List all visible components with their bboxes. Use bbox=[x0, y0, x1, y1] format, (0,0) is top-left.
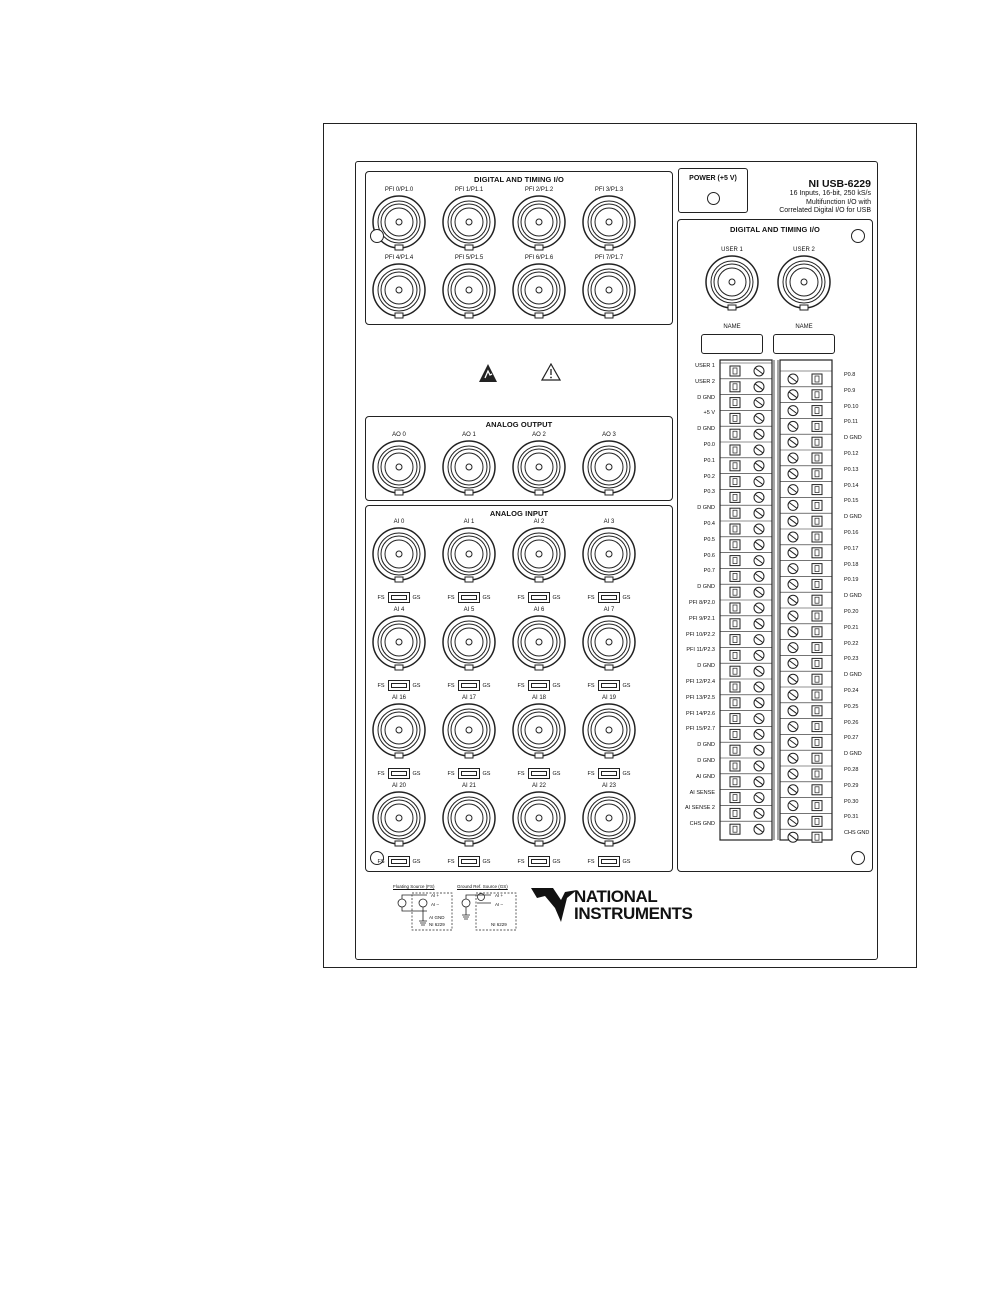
fs-label: FS bbox=[447, 594, 455, 601]
terminal-label-left: PFI 14/P2.6 bbox=[685, 710, 715, 717]
mounting-hole bbox=[370, 229, 384, 243]
terminal-label-right: P0.29 bbox=[844, 782, 859, 789]
gs-label: GS bbox=[622, 682, 631, 689]
terminal-label-left: PFI 12/P2.4 bbox=[685, 679, 715, 685]
bnc-connector-icon bbox=[574, 703, 644, 762]
ao-0-connector[interactable] bbox=[364, 431, 434, 499]
fs-gs-switch[interactable] bbox=[574, 680, 644, 691]
fs-gs-switch[interactable] bbox=[504, 592, 574, 603]
ai-r2-c0-connector[interactable] bbox=[364, 694, 434, 762]
gs-ai-plus: AI + bbox=[495, 893, 504, 898]
terminal-label-left: PFI 10/P2.2 bbox=[685, 631, 715, 638]
pfi-3-connector[interactable] bbox=[574, 186, 644, 254]
terminal-label-left: P0.7 bbox=[703, 568, 715, 575]
bnc-connector-icon bbox=[504, 791, 574, 850]
terminal-label-right: P0.16 bbox=[844, 530, 859, 536]
logo-line-1: NATIONAL bbox=[574, 887, 658, 906]
analog-output-section bbox=[365, 416, 673, 501]
slide-switch-icon[interactable] bbox=[598, 680, 620, 691]
terminal-label-left: D GND bbox=[697, 505, 715, 512]
terminal-label-left: D GND bbox=[697, 394, 715, 401]
bnc-connector-icon bbox=[504, 527, 574, 586]
ai-r1-c2-connector[interactable] bbox=[504, 606, 574, 674]
fs-ai-minus: AI – bbox=[431, 902, 440, 907]
bnc-connector-icon bbox=[697, 255, 767, 314]
bnc-connector-icon bbox=[574, 615, 644, 674]
slide-switch-icon[interactable] bbox=[528, 856, 550, 867]
terminal-label-right: P0.27 bbox=[844, 735, 859, 742]
terminal-label-right: P0.26 bbox=[844, 719, 859, 726]
gs-label: GS bbox=[622, 594, 631, 601]
terminal-label-left: PFI 8/P2.0 bbox=[689, 600, 715, 606]
pfi-4-connector[interactable] bbox=[364, 254, 434, 322]
fs-label: FS bbox=[377, 594, 385, 601]
fs-gs-switch[interactable] bbox=[434, 592, 504, 603]
terminal-label-right: D GND bbox=[844, 435, 862, 442]
ao-1-label: AO 1 bbox=[462, 432, 476, 438]
ai-r1-c1-label: AI 5 bbox=[463, 607, 475, 613]
bnc-connector-icon bbox=[574, 527, 644, 586]
terminal-label-right: P0.28 bbox=[844, 767, 859, 773]
right-digital-timing-title: DIGITAL AND TIMING I/O bbox=[730, 225, 820, 234]
fs-label: FS bbox=[447, 682, 455, 689]
terminal-label-left: P0.2 bbox=[703, 473, 715, 480]
top-digital-timing-section bbox=[365, 171, 673, 325]
fs-gs-switch[interactable] bbox=[574, 856, 644, 867]
power-led-icon bbox=[707, 192, 720, 205]
fs-gs-switch[interactable] bbox=[504, 856, 574, 867]
terminal-label-right: P0.31 bbox=[844, 814, 859, 821]
ao-0-label: AO 0 bbox=[392, 432, 406, 438]
caution-icon bbox=[541, 363, 561, 381]
slide-switch-icon[interactable] bbox=[598, 768, 620, 779]
ai-r0-c3-connector[interactable] bbox=[574, 518, 644, 586]
gs-label: GS bbox=[552, 682, 561, 689]
fs-gs-switch[interactable] bbox=[504, 680, 574, 691]
gs-label: GS bbox=[482, 770, 491, 777]
terminal-label-left: PFI 11/P2.3 bbox=[686, 647, 715, 654]
user-2-label: USER 2 bbox=[793, 247, 815, 253]
terminal-label-right: P0.22 bbox=[844, 640, 859, 647]
top-digital-timing-title: DIGITAL AND TIMING I/O bbox=[474, 175, 564, 184]
analog-input-title: ANALOG INPUT bbox=[489, 509, 549, 518]
terminal-label-right: D GND bbox=[844, 751, 862, 758]
ai-r3-c2-label: AI 22 bbox=[531, 783, 546, 789]
fs-gs-switch[interactable] bbox=[574, 768, 644, 779]
terminal-label-left: PFI 15/P2.7 bbox=[685, 726, 715, 733]
product-desc-line3: Correlated Digital I/O for USB bbox=[779, 207, 871, 214]
terminal-label-right: P0.10 bbox=[844, 403, 859, 410]
slide-switch-icon[interactable] bbox=[598, 592, 620, 603]
ai-r2-c0-label: AI 16 bbox=[391, 695, 406, 701]
bnc-connector-icon bbox=[434, 791, 504, 850]
fs-gs-switch[interactable] bbox=[574, 592, 644, 603]
terminal-label-right: D GND bbox=[844, 672, 862, 679]
ao-3-connector[interactable] bbox=[574, 431, 644, 499]
national-instruments-eagle-icon bbox=[531, 886, 577, 924]
national-instruments-logo-text bbox=[574, 888, 692, 922]
terminal-label-right: P0.18 bbox=[844, 561, 859, 568]
fs-gs-switch[interactable] bbox=[364, 768, 434, 779]
gs-label: GS bbox=[482, 594, 491, 601]
ai-r2-c1-connector[interactable] bbox=[434, 694, 504, 762]
terminal-label-left: CHS GND bbox=[689, 821, 715, 828]
name-label-box bbox=[701, 334, 763, 354]
terminal-label-left: P0.6 bbox=[703, 552, 715, 559]
pfi-7-label: PFI 7/P1.7 bbox=[594, 255, 624, 261]
terminal-label-left: AI SENSE 2 bbox=[685, 805, 715, 812]
terminal-label-left: P0.0 bbox=[703, 442, 715, 448]
fs-label: FS bbox=[377, 682, 385, 689]
bnc-connector-icon bbox=[574, 195, 644, 254]
user-2-connector[interactable] bbox=[769, 246, 839, 314]
slide-switch-icon[interactable] bbox=[458, 680, 480, 691]
ai-r1-c0-connector[interactable] bbox=[364, 606, 434, 674]
terminal-label-left: D GND bbox=[697, 426, 715, 433]
gs-label: GS bbox=[552, 858, 561, 865]
terminal-label-left: P0.1 bbox=[703, 457, 715, 464]
fs-gs-switch[interactable] bbox=[364, 592, 434, 603]
slide-switch-icon[interactable] bbox=[458, 592, 480, 603]
slide-switch-icon[interactable] bbox=[388, 856, 410, 867]
pfi-2-connector[interactable] bbox=[504, 186, 574, 254]
gs-ni6229: NI 6229 bbox=[491, 922, 507, 927]
slide-switch-icon[interactable] bbox=[458, 768, 480, 779]
analog-input-section bbox=[365, 505, 673, 872]
ai-r1-c3-connector[interactable] bbox=[574, 606, 644, 674]
bnc-connector-icon bbox=[434, 527, 504, 586]
slide-switch-icon[interactable] bbox=[388, 768, 410, 779]
terminal-label-right: P0.8 bbox=[844, 372, 856, 378]
fs-ai-plus: AI + bbox=[431, 893, 440, 898]
ai-r0-c1-connector[interactable] bbox=[434, 518, 504, 586]
bnc-connector-icon bbox=[364, 263, 434, 322]
slide-switch-icon[interactable] bbox=[598, 856, 620, 867]
ai-r0-c2-label: AI 2 bbox=[533, 519, 545, 525]
terminal-label-right: P0.25 bbox=[844, 703, 859, 710]
ai-r1-c2-label: AI 6 bbox=[533, 607, 545, 613]
pfi-1-label: PFI 1/P1.1 bbox=[454, 187, 484, 193]
pfi-4-label: PFI 4/P1.4 bbox=[384, 255, 414, 261]
ai-r0-c0-connector[interactable] bbox=[364, 518, 434, 586]
terminal-label-left: AI GND bbox=[696, 773, 715, 780]
ao-3-label: AO 3 bbox=[602, 432, 616, 438]
ao-2-label: AO 2 bbox=[532, 432, 546, 438]
terminal-label-left: PFI 9/P2.1 bbox=[689, 615, 715, 622]
ai-r1-c1-connector[interactable] bbox=[434, 606, 504, 674]
gs-diagram-title: Ground Ref. Source (GS) bbox=[457, 884, 508, 889]
terminal-label-left: AI SENSE bbox=[689, 789, 715, 796]
name-label: NAME bbox=[795, 324, 813, 330]
terminal-label-right: P0.30 bbox=[844, 798, 859, 805]
gs-ai-minus: AI – bbox=[495, 902, 504, 907]
power-indicator bbox=[678, 168, 748, 213]
ai-r2-c2-connector[interactable] bbox=[504, 694, 574, 762]
bnc-connector-icon bbox=[769, 255, 839, 314]
bnc-connector-icon bbox=[434, 440, 504, 499]
pfi-3-label: PFI 3/P1.3 bbox=[594, 187, 624, 193]
user-1-connector[interactable] bbox=[697, 246, 767, 314]
gs-label: GS bbox=[412, 682, 421, 689]
product-desc-line1: 16 Inputs, 16-bit, 250 kS/s bbox=[789, 190, 871, 197]
terminal-label-right: CHS GND bbox=[844, 830, 870, 837]
terminal-label-left: D GND bbox=[697, 758, 715, 764]
fs-ni6229: NI 6229 bbox=[429, 922, 445, 927]
fs-ai-gnd: AI GND bbox=[429, 915, 445, 920]
product-name: NI USB-6229 bbox=[808, 178, 871, 190]
ao-2-connector[interactable] bbox=[504, 431, 574, 499]
terminal-label-left: P0.4 bbox=[703, 521, 715, 527]
pfi-0-connector[interactable] bbox=[364, 186, 434, 254]
analog-output-title: ANALOG OUTPUT bbox=[485, 420, 553, 429]
fs-diagram-title: Floating Source (FS) bbox=[393, 884, 435, 889]
slide-switch-icon[interactable] bbox=[528, 680, 550, 691]
pfi-5-connector[interactable] bbox=[434, 254, 504, 322]
ai-r1-c3-label: AI 7 bbox=[603, 607, 615, 613]
pfi-6-connector[interactable] bbox=[504, 254, 574, 322]
floating-source-diagram bbox=[393, 884, 453, 932]
fs-gs-switch[interactable] bbox=[364, 680, 434, 691]
fs-label: FS bbox=[587, 770, 595, 777]
terminal-label-left: D GND bbox=[697, 584, 715, 591]
bnc-connector-icon bbox=[504, 263, 574, 322]
terminal-label-left: USER 2 bbox=[695, 378, 715, 385]
name-label: NAME bbox=[723, 324, 741, 330]
ai-r3-c0-connector[interactable] bbox=[364, 782, 434, 850]
pfi-2-label: PFI 2/P1.2 bbox=[524, 187, 554, 193]
bnc-connector-icon bbox=[574, 440, 644, 499]
product-desc-line2: Multifunction I/O with bbox=[806, 198, 871, 206]
ai-r2-c1-label: AI 17 bbox=[461, 695, 476, 701]
ai-r3-c1-label: AI 21 bbox=[461, 783, 476, 789]
ai-r0-c0-label: AI 0 bbox=[393, 519, 405, 525]
bnc-connector-icon bbox=[434, 615, 504, 674]
fs-label: FS bbox=[377, 858, 385, 865]
terminal-label-right: P0.14 bbox=[844, 482, 859, 489]
fs-gs-switch[interactable] bbox=[434, 680, 504, 691]
bnc-connector-icon bbox=[574, 791, 644, 850]
terminal-label-left: D GND bbox=[697, 742, 715, 749]
terminal-label-right: P0.9 bbox=[844, 387, 856, 394]
ai-r3-c2-connector[interactable] bbox=[504, 782, 574, 850]
gs-label: GS bbox=[482, 682, 491, 689]
slide-switch-icon[interactable] bbox=[528, 768, 550, 779]
name-label-box bbox=[773, 334, 835, 354]
device-front-panel bbox=[355, 161, 878, 960]
gs-label: GS bbox=[482, 858, 491, 865]
ai-r2-c3-label: AI 19 bbox=[601, 695, 616, 701]
pfi-1-connector[interactable] bbox=[434, 186, 504, 254]
pfi-7-connector[interactable] bbox=[574, 254, 644, 322]
ai-r0-c1-label: AI 1 bbox=[463, 519, 475, 525]
fs-label: FS bbox=[587, 682, 595, 689]
terminal-label-right: P0.13 bbox=[844, 466, 859, 473]
ai-r3-c3-connector[interactable] bbox=[574, 782, 644, 850]
terminal-label-right: D GND bbox=[844, 593, 862, 600]
bnc-connector-icon bbox=[364, 703, 434, 762]
terminal-label-right: P0.21 bbox=[844, 624, 859, 631]
ai-r0-c3-label: AI 3 bbox=[603, 519, 615, 525]
gs-label: GS bbox=[412, 858, 421, 865]
terminal-label-left: USER 1 bbox=[695, 363, 715, 369]
user-1-label: USER 1 bbox=[721, 247, 743, 253]
ai-r3-c1-connector[interactable] bbox=[434, 782, 504, 850]
fs-gs-switch[interactable] bbox=[434, 856, 504, 867]
slide-switch-icon[interactable] bbox=[458, 856, 480, 867]
fs-label: FS bbox=[587, 594, 595, 601]
terminal-label-left: P0.5 bbox=[703, 536, 715, 543]
terminal-label-right: P0.23 bbox=[844, 656, 859, 663]
terminal-label-left: PFI 13/P2.5 bbox=[685, 694, 715, 701]
fs-label: FS bbox=[587, 858, 595, 865]
pfi-6-label: PFI 6/P1.6 bbox=[524, 255, 554, 261]
gs-circuit-icon bbox=[457, 891, 517, 931]
fs-gs-switch[interactable] bbox=[364, 856, 434, 867]
ai-r3-c0-label: AI 20 bbox=[391, 783, 406, 789]
fs-gs-switch[interactable] bbox=[434, 768, 504, 779]
terminal-label-right: P0.24 bbox=[844, 688, 859, 694]
product-description bbox=[779, 190, 871, 216]
pfi-0-label: PFI 0/P1.0 bbox=[384, 187, 414, 193]
ao-1-connector[interactable] bbox=[434, 431, 504, 499]
gs-label: GS bbox=[552, 594, 561, 601]
fs-label: FS bbox=[517, 682, 525, 689]
terminal-label-left: P0.3 bbox=[703, 489, 715, 496]
fs-label: FS bbox=[377, 770, 385, 777]
esd-warning-icon bbox=[478, 363, 498, 383]
bnc-connector-icon bbox=[504, 615, 574, 674]
bnc-connector-icon bbox=[364, 615, 434, 674]
gs-label: GS bbox=[552, 770, 561, 777]
gs-label: GS bbox=[412, 594, 421, 601]
terminal-label-right: D GND bbox=[844, 514, 862, 521]
terminal-label-left: D GND bbox=[697, 663, 715, 670]
pfi-5-label: PFI 5/P1.5 bbox=[454, 255, 484, 261]
slide-switch-icon[interactable] bbox=[388, 592, 410, 603]
screw-terminal-block-icon bbox=[718, 358, 838, 848]
logo-line-2: INSTRUMENTS bbox=[574, 904, 693, 923]
bnc-connector-icon bbox=[364, 440, 434, 499]
ai-r2-c3-connector[interactable] bbox=[574, 694, 644, 762]
terminal-label-right: P0.11 bbox=[844, 419, 858, 426]
bnc-connector-icon bbox=[574, 263, 644, 322]
fs-gs-switch[interactable] bbox=[504, 768, 574, 779]
fs-label: FS bbox=[517, 594, 525, 601]
fs-label: FS bbox=[447, 858, 455, 865]
bnc-connector-icon bbox=[504, 195, 574, 254]
slide-switch-icon[interactable] bbox=[528, 592, 550, 603]
bnc-connector-icon bbox=[364, 527, 434, 586]
terminal-label-left: +5 V bbox=[703, 410, 715, 417]
gs-label: GS bbox=[622, 858, 631, 865]
slide-switch-icon[interactable] bbox=[388, 680, 410, 691]
power-label: POWER (+5 V) bbox=[689, 175, 737, 182]
bnc-connector-icon bbox=[364, 791, 434, 850]
bnc-connector-icon bbox=[434, 263, 504, 322]
terminal-label-right: P0.20 bbox=[844, 609, 859, 615]
bnc-connector-icon bbox=[504, 440, 574, 499]
ai-r1-c0-label: AI 4 bbox=[393, 607, 405, 613]
ai-r0-c2-connector[interactable] bbox=[504, 518, 574, 586]
terminal-label-right: P0.12 bbox=[844, 451, 859, 457]
fs-label: FS bbox=[517, 858, 525, 865]
bnc-connector-icon bbox=[364, 195, 434, 254]
ai-r2-c2-label: AI 18 bbox=[531, 695, 546, 701]
terminal-label-right: P0.15 bbox=[844, 498, 859, 505]
bnc-connector-icon bbox=[434, 703, 504, 762]
gs-label: GS bbox=[412, 770, 421, 777]
fs-label: FS bbox=[447, 770, 455, 777]
right-digital-timing-section bbox=[677, 219, 873, 872]
bnc-connector-icon bbox=[434, 195, 504, 254]
terminal-label-right: P0.19 bbox=[844, 577, 859, 584]
bnc-connector-icon bbox=[504, 703, 574, 762]
terminal-label-right: P0.17 bbox=[844, 545, 859, 552]
fs-label: FS bbox=[517, 770, 525, 777]
ai-r3-c3-label: AI 23 bbox=[601, 783, 616, 789]
ground-ref-source-diagram bbox=[457, 884, 517, 932]
gs-label: GS bbox=[622, 770, 631, 777]
